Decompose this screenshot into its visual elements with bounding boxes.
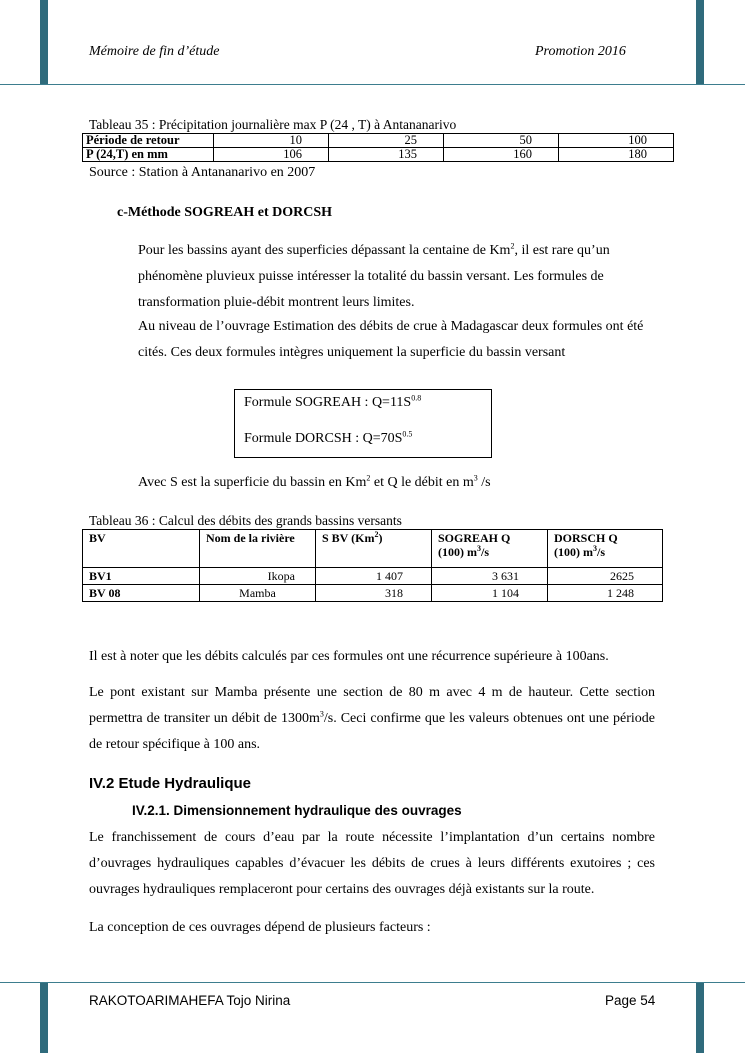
section-c-paragraph-2: Au niveau de l’ouvrage Estimation des débits de crue à Madagascar deux formules ont été cités. Ces deux formules intègres uniquement la superficie du bassin versant (138, 319, 644, 360)
table36-caption: Tableau 36 : Calcul des débits des grands bassins versants (89, 513, 402, 528)
header-left-bar (40, 0, 48, 84)
header-left-text: Mémoire de fin d’étude (89, 44, 220, 59)
footer-right-bar (696, 982, 704, 1053)
footer-author: RAKOTOARIMAHEFA Tojo Nirina (89, 993, 291, 1008)
table35 (82, 133, 674, 162)
section-c-paragraph-1: Pour les bassins ayant des superficies dépassant la centaine de Km$^2$, il est rare qu’un phénomène pluvieux puisse intéresser la totalité du bassin versant. Les formules de transformation pluie-débit montrent leurs limites. (138, 241, 610, 310)
header-bv: BV (83, 530, 200, 568)
table-cell: 106 (214, 148, 329, 162)
table-cell: Ikopa (200, 568, 316, 585)
table-cell: 10 (214, 134, 329, 148)
iv2-paragraph-2: La conception de ces ouvrages dépend de plusieurs facteurs : (89, 920, 431, 935)
header-riviere: Nom de la rivière (200, 530, 316, 568)
table-cell: 1 248 (548, 585, 663, 602)
table-cell: 1 104 (432, 585, 548, 602)
table-row (83, 148, 674, 162)
formula-sogreah: Formule SOGREAH : $Q=11S^{0.8}$ (244, 393, 422, 410)
header-sogreah: SOGREAH Q (100) $m^3/s$ (432, 530, 548, 568)
table-cell: 2625 (548, 568, 663, 585)
table36 (82, 529, 663, 602)
header-right-text: Promotion 2016 (535, 44, 626, 59)
table35-caption: Tableau 35 : Précipitation journalière max P (24 , T) à Antananarivo (89, 117, 457, 132)
footer-left-bar (40, 982, 48, 1053)
table-cell-label: Période de retour (83, 134, 214, 148)
footer-rule (0, 982, 745, 983)
header-sbv: S BV (Km$^2$) (316, 530, 432, 568)
footer-page-number: Page 54 (605, 993, 656, 1008)
table-row (83, 568, 663, 585)
table35-source: Source : Station à Antananarivo en 2007 (89, 165, 316, 180)
header-rule (0, 84, 745, 85)
table-cell: 3 631 (432, 568, 548, 585)
iv2-paragraph-1: Le franchissement de cours d’eau par la route nécessite l’implantation d’un certains nombre d’ouvrages hydrauliques capables d’évacuer les débits de crues à leurs différents exutoires ; ces ouvrages hydrauliques remplaceront pour certains des ouvrages déjà existants sur la route. (89, 830, 655, 897)
table-cell: 135 (329, 148, 444, 162)
table-cell-bv: BV 08 (83, 585, 200, 602)
table-header-row (83, 530, 663, 568)
avec-line: Avec S est la superficie du bassin en Km$^2$ et Q le débit en $m^3$ /s (138, 473, 491, 490)
formula-dorcsh: Formule DORCSH : $Q=70S^{0.5}$ (244, 429, 413, 446)
table-cell-bv: BV1 (83, 568, 200, 585)
section-iv21-subheading: IV.2.1. Dimensionnement hydraulique des ouvrages (132, 803, 462, 818)
table-cell: 180 (559, 148, 674, 162)
table-cell: 1 407 (316, 568, 432, 585)
table-cell-label: P (24,T) en mm (83, 148, 214, 162)
table-row (83, 585, 663, 602)
note-paragraph: Il est à noter que les débits calculés par ces formules ont une récurrence supérieure à 100ans. (89, 649, 609, 664)
section-c-heading: c-Méthode SOGREAH et DORCSH (117, 205, 333, 220)
header-dorsch: DORSCH Q (100) $m^3/s$ (548, 530, 663, 568)
table-cell: 318 (316, 585, 432, 602)
table-cell: 25 (329, 134, 444, 148)
table-cell: 50 (444, 134, 559, 148)
pont-paragraph: Le pont existant sur Mamba présente une section de 80 m avec 4 m de hauteur. Cette section permettra de transiter un débit de $1300m^3/s$. Ceci confirme que les valeurs obtenues ont une période de retour spécifique à 100 ans. (89, 685, 655, 752)
table-row (83, 134, 674, 148)
table-cell: Mamba (200, 585, 316, 602)
table-cell: 160 (444, 148, 559, 162)
table-cell: 100 (559, 134, 674, 148)
formula-box (234, 389, 492, 458)
header-right-bar (696, 0, 704, 84)
section-iv2-heading: IV.2 Etude Hydraulique (89, 775, 251, 792)
